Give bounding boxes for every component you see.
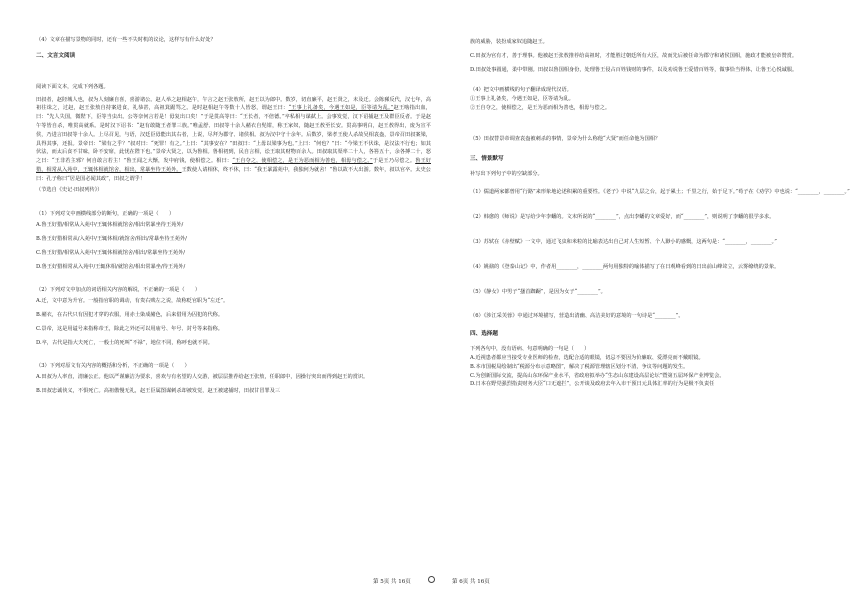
q3-option-b-continued: 族的威胁，装扮成家奴追随赵王。 bbox=[470, 39, 548, 45]
q4-item-1: ①王事上礼备矣，今遇王如是，臣等请为乱。 bbox=[470, 96, 574, 103]
footer-page-right: 第 6页 共 16页 bbox=[452, 579, 490, 585]
q1-option-d: D.鲁王好猎相常从入苑中/王辄休相/就馆舍/相出常暴坐/待王苑外/ bbox=[36, 263, 186, 270]
passage-seg-1: 田叔者，赵陉城人也，叔为人刻廉自喜，喜游诸公。赵人举之赵相赵午，午言之赵王张敖所，赵王以为郎中。数岁，切直廉平，赵王贤之，未及迁。会陈豨反代，汉七年，高祖往诛之，过赵，赵王张敖自持案进食，礼恭甚，高祖箕踞骂之。是时赵相赵午等数十人皆怒，谓赵王曰： bbox=[36, 96, 431, 112]
q2-option-d: D.卒，古代是指大夫死亡，一般士的死叫“不禄”，地位不同，称呼也就不同。 bbox=[36, 339, 213, 346]
question-4-right: （4）把文中画横线的句子翻译成现代汉语。 bbox=[470, 87, 572, 94]
q4-item-2: ②王自夺之，使相偿之，是王为恶而相为善也，相毋与偿之。 bbox=[470, 104, 611, 111]
right-column bbox=[470, 38, 860, 389]
q3-option-d: D.田叔处事圆通，柔中带刚。田叔以鲁国相身份，处理鲁王侵占百姓钱财的事件，以及劝说鲁王爱惜百姓等，做事恰当得体，让鲁王心悦诚服。 bbox=[470, 66, 798, 73]
q1-option-b: B.鲁王好猎相常从/入苑中/王辄休相/就馆舍/相出/常暴坐待王苑外/ bbox=[36, 235, 187, 242]
question-1: （1）下列对文中画横线部分的断句，正确的一项是（ ） bbox=[36, 211, 175, 218]
passage-source: （节选自《史记·田叔列传》） bbox=[36, 186, 103, 193]
underlined-sentence-3: 鲁王好猎，相常从入苑中，王辄休相就馆舍，相出，常暴坐待王苑外。 bbox=[36, 158, 431, 173]
mc-option-b: B.本市国税局绘制出“税源分布示意略图”，解决了税源管理辖区划分不清，争议等问题的发生。 bbox=[470, 363, 689, 370]
passage-seg-3: 鲁相初到，民自言相，讼王取其财物百余人。田叔取其渠率二十人，各笞五十，余各搏二十，怒之曰：“王非若主邪？何自敢言若主！”鲁王闻之大惭，发中府钱，使相偿之。相曰： bbox=[36, 149, 431, 165]
mc-option-d: D.日本在野党强烈指责财务大臣“口无遮拦”，公开谈及政府去年入市干预日元具体汇率的行为是极不负责任 bbox=[470, 381, 715, 388]
fill-item-5: （5）《静女》中男子“搔首踟蹰”，是因为女子“________”。 bbox=[470, 288, 606, 295]
underlined-sentence-2: “王自夺之，使相偿之，是王为恶而相为善也，相毋与偿之。” bbox=[232, 158, 373, 165]
q3-option-c: C.田叔为官有才，善于理事。他被赵王张敖推荐给高祖时，才能胜过朝廷所有大臣，故而先后被任命为郡守和诸侯国相，施政才能被皇帝赞赏。 bbox=[470, 52, 798, 59]
mc-question: 下列各句中，没有语病、句意明确的一句是（ ） bbox=[470, 346, 590, 353]
passage-seg-2: 赵王啮指出血，曰：“先人失国，微陛下，臣等当虫出。公等奈何言若是！毋复出口矣！”于是贯高等曰：“王长者，不倍德。”卒私相与谋弑上。会事发觉，汉下诏捕赵王及群臣反者。于是赵午等皆自杀，唯贯高就系。是时汉下诏书：“赵有敢随王者罪三族。”唯孟舒、田叔等十余人赭衣自髡钳，称王家奴，随赵王敖至长安。贯高事明白，赵王敖得出，废为宣平侯，乃进言田叔等十余人。上尽召见，与语，汉廷臣毋能出其右者，上说，尽拜为郡守、诸侯相。叔为汉中守十余年。后数岁，梁孝王使人杀故吴相袁盎，景帝召田叔案梁，具得其事，还报。景帝曰：“梁有之乎？”叔对曰：“死罪！有之。”上曰：“其事安在？”田叔曰：“上毋以梁事为也。”上曰：“何也？”曰：“今梁王不伏诛，是汉法不行也；如其伏法，而太后食不甘味，卧不安席，此忧在陛下也。”景帝大贤之，以为鲁相。 bbox=[36, 105, 431, 156]
fill-item-1: （1）儒道两家都曾用“行路”来形象地论述积累的重要性。《老子》中说“九层之台，起于累土；千里之行，始于足下。”荀子在《劝学》中也说：“________，________。” bbox=[470, 189, 850, 196]
left-column bbox=[36, 36, 431, 396]
passage-seg-5: 王数使人请相休，终不休，曰：“我王暴露苑中，我独何为就舍！”鲁以故不大出游。数年，叔以官卒。太史公曰：孔子称曰“居是国必闻其政”，田叔之谓乎！ bbox=[36, 166, 431, 182]
reading-intro: 阅读下面文本，完成下列各题。 bbox=[36, 83, 109, 90]
q2-option-c: C.景帝，这是用谥号来指称帝王，除此之外还可以用庙号、年号、封号等来指称。 bbox=[36, 325, 223, 332]
q3-option-a: A.田叔为人率直，清廉公正。他以严谨廉洁为要求，喜欢与有名望的人交游，被层层推荐给赵王张敖，任职郎中，因操行突出而得到赵王的赏识。 bbox=[36, 374, 369, 381]
question-4-left: （4）文章在描写景物的同时，还有一些不失时机的议论，这样写有什么好处？ bbox=[36, 37, 216, 43]
section-3-intro: 补写出下列句子中的空缺部分。 bbox=[470, 170, 543, 177]
q3-option-b: B.田叔忠诚侠义，不惧死亡。高祖傲慢无礼，赵王臣属图谋刺杀却被发觉，赵王被逮捕时，田叔甘冒罪及三 bbox=[36, 387, 281, 394]
mc-option-a: A.近视患者都应当接受专业医师的检查，选配合适的眼镜，切忌不要因为价廉取、爱漂亮而不戴眼镜。 bbox=[470, 354, 704, 361]
q2-option-a: A.迁，文中意为升官。一般指官职的调动，有贵右贱左之说，故称贬官职为“左迁”。 bbox=[36, 298, 229, 305]
underlined-sentence-1: “王事上礼备矣，今遇王如是，臣等请为乱。” bbox=[288, 105, 394, 112]
fill-item-6: （6）《涉江采芙蓉》中通过环境描写，营造出清幽、高洁美好的意境的一句诗是“________”。 bbox=[470, 313, 684, 320]
passage-seg-4: 于是王乃尽偿之。 bbox=[372, 158, 416, 165]
section-2-heading: 二、文言文阅读 bbox=[36, 52, 76, 59]
footer-page-left: 第 5页 共 16页 bbox=[373, 579, 411, 585]
question-3: （3）下列对原文有关内容的概括和分析，不正确的一项是（ ） bbox=[36, 363, 190, 370]
q2-option-b: B.赭衣，在古代只有因犯才穿的衣服，用赤土染成赭色，后来借用为囚犯的代称。 bbox=[36, 311, 224, 318]
q1-option-a: A.鲁王好猎/相常从入苑中/王辄休相就馆舍/相出常暴坐待王苑外/ bbox=[36, 222, 184, 229]
q1-option-c: C.鲁王好猎/相常从入苑中/王辄休相就馆舍/相出/常暴坐待王苑外/ bbox=[36, 249, 186, 256]
question-5: （5）田叔替景帝调查袁盎被刺杀的事情，景帝为什么称他“大贤”而任命他为国相？ bbox=[470, 135, 661, 142]
section-3-heading: 三、情景默写 bbox=[470, 155, 504, 162]
fill-item-3: （3）苏轼在《赤壁赋》一文中，通过飞虫和米粒的比喻表达出自己对人生短暂、个人渺小的感慨，这两句是：“________，________。” bbox=[470, 238, 777, 245]
section-4-heading: 四、选择题 bbox=[470, 331, 498, 338]
classical-passage bbox=[36, 96, 431, 195]
question-2: （2）下列对文中加点的词语相关内容的解说，不正确的一项是（ ） bbox=[36, 287, 201, 294]
passage-text bbox=[36, 96, 431, 184]
fill-item-2: （2）韩愈的《师说》是写给少年李蟠的。文末所说的“________”，点出李蟠的文章爱好，而“________”，则说明了李蟠的很学多求。 bbox=[470, 214, 775, 221]
page-separator-circle-icon bbox=[428, 576, 435, 583]
mc-option-c: C.为创新国际交流，提高山东环保产业水平，省政府拟举办“生态山东建设高层论坛”暨第五届环保产业博览会。 bbox=[470, 372, 725, 379]
fill-item-4: （4）姚鼐的《登泰山记》中，作者用________，________两句用独特的喻体描写了在日观峰看到的日出前山峰耸立，云雾缭绕的景象。 bbox=[470, 263, 780, 270]
